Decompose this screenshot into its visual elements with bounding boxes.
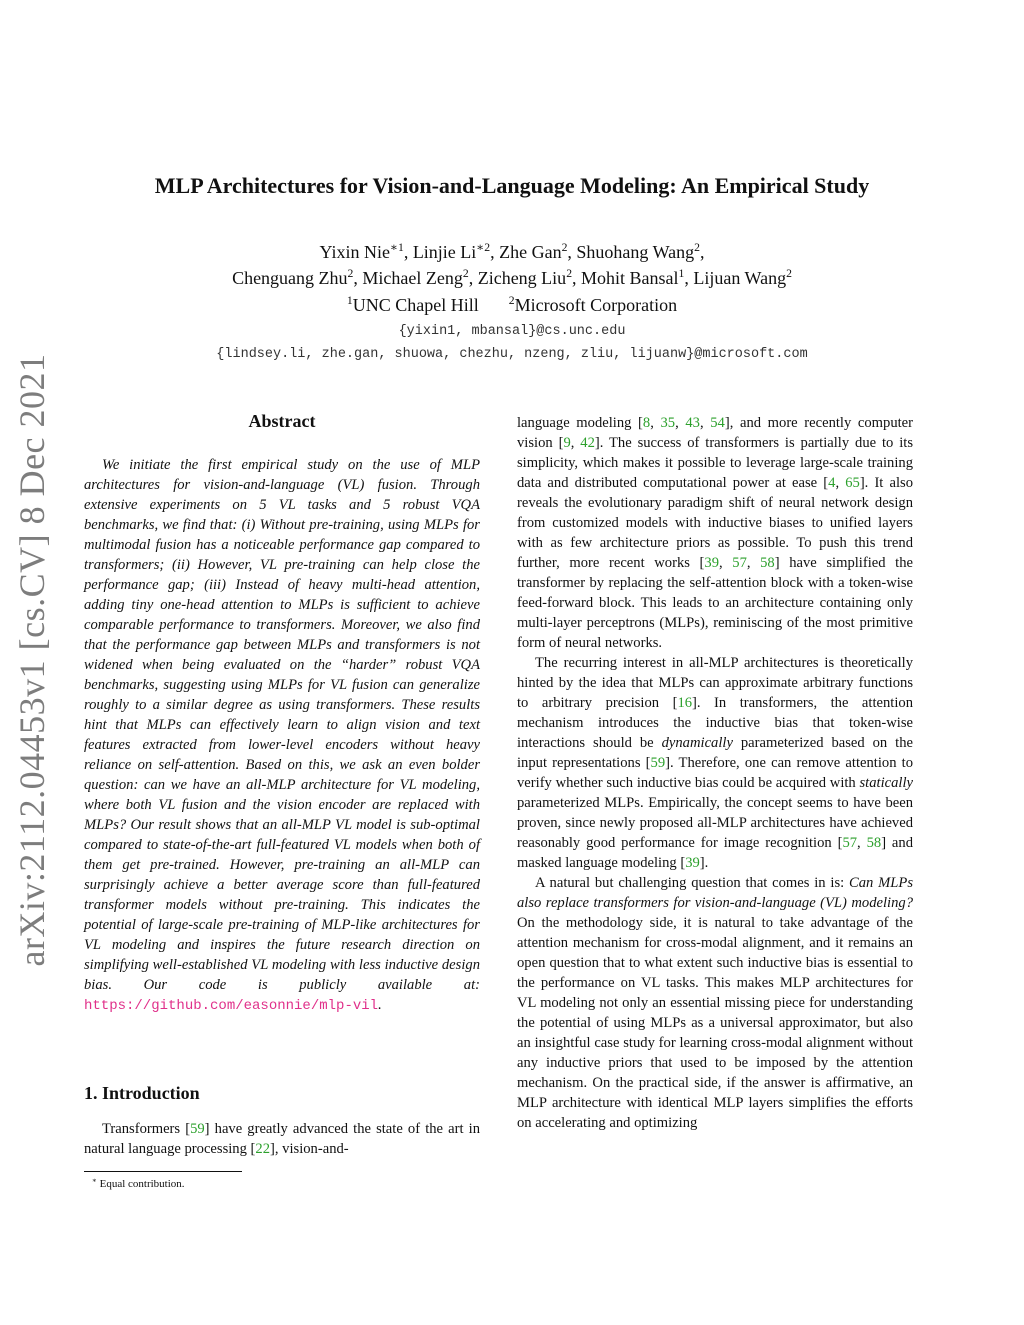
footnote-rule [84, 1171, 242, 1172]
section-heading-introduction: 1. Introduction [84, 1083, 200, 1103]
footnote-text: Equal contribution. [99, 1178, 185, 1190]
intro-paragraph-1-start: Transformers [59] have greatly advanced the state of the art in natural language processing [22], vision-and- [84, 1121, 480, 1157]
affiliations: $^1$UNC Chapel Hill $^2$Microsoft Corporation [346, 294, 678, 315]
arxiv-sidebar-stamp [10, 353, 54, 967]
abstract-body: We initiate the first empirical study on the use of MLP architectures for vision-and-language (VL) fusion. Through extensive experiments on 5 VL tasks and 5 robust VQA benchmarks, we find that: (i) Without pre-training, using MLPs for multimodal fusion has a noticeable performance gap compared to transformers; (ii) However, VL pre-training can help close the performance gap; (iii) Instead of heavy multi-head attention, adding tiny one-head attention to MLPs is sufficient to achieve comparable performance to transformers. Moreover, we also find that the performance gap between MLPs and transformers is not widened when being evaluated on the “harder” robust VQA benchmarks, suggesting using MLPs for VL fusion can generalize roughly to a similar degree as using transformers. These results hint that MLPs can effectively learn to align vision and text features extracted from lower-level encoders without heavy reliance on self-attention. Based on this, we ask an even bolder question: can we have an all-MLP architecture for VL modeling, where both VL fusion and the vision encoder are replaced with MLPs? Our result shows that an all-MLP VL model is sub-optimal compared to state-of-the-art full-featured VL models when both of them get pre-trained. However, pre-training an all-MLP can surprisingly achieve a better average score than full-featured transformer models without pre-training. This indicates the potential of large-scale pre-training of MLP-like architectures for VL modeling and inspires the future research direction on simplifying well-established VL modeling with less inductive design bias. Our code is publicly available at: https://github.com/easonnie/mlp-vil. [84, 457, 480, 1014]
arxiv-id: arXiv:2112.04453v1 [cs.CV] 8 Dec 2021 [12, 353, 52, 967]
footnote-marker: ∗ [92, 1176, 97, 1185]
intro-paragraph-2: The recurring interest in all-MLP architectures is theoretically hinted by the idea that MLPs can approximate arbitrary functions to arbitrary precision [16]. In transformers, the attention mechanism introduces the inductive bias that token-wise interactions should be dynamically parameterized based on the input representations [59]. Therefore, one can remove attention to verify whether such inductive bias could be acquired with statically parameterized MLPs. Empirically, the concept seems to have been proven, since newly proposed all-MLP architectures have achieved reasonably good performance for image recognition [57, 58] and masked language modeling [39]. [517, 655, 914, 871]
email-unc: {yixin1, mbansal}@cs.unc.edu [398, 324, 626, 339]
intro-paragraph-1-cont: language modeling [8, 35, 43, 54], and more recently computer vision [9, 42]. The success of transformers is partially due to its simplicity, which makes it possible to leverage large-scale training data and distributed computational power at ease [4, 65]. It also reveals the evolutionary paradigm shift of neural network design from customized models with inductive biases to unified layers with as few architecture priors as possible. To push this trend further, more recent works [39, 57, 58] have simplified the transformer by replacing the self-attention block with a token-wise feed-forward block. This leads to an architecture containing only multi-layer perceptrons (MLPs), reminiscing of the most primitive form of neural networks. [517, 415, 914, 651]
intro-paragraph-3: A natural but challenging question that comes in is: Can MLPs also replace transformers for vision-and-language (VL) modeling? On the methodology side, it is natural to take advantage of the attention mechanism for cross-modal alignment, and it remains an open question that to what extent such inductive bias is essential to the performance on VL tasks. This makes MLP architectures for VL modeling not only an essential missing piece for understanding the potential of using MLPs as a universal approximator, but also an insightful case study for learning cross-modal alignment without any inductive priors that used to be imposed by the attention mechanism. On the practical side, if the answer is affirmative, an MLP architecture with identical MLP layers simplifies the efforts on accelerating and optimizing [517, 875, 914, 1131]
abstract-text: We initiate the first empirical study on the use of MLP architectures for vision-and-language (VL) fusion. Through extensive experiments on 5 VL tasks and 5 robust VQA benchmarks, we find that: (i) Without pre-training, using MLPs for multimodal fusion has a noticeable performance gap compared to transformers; (ii) However, VL pre-training can help close the performance gap; (iii) Instead of heavy multi-head attention, adding tiny one-head attention to MLPs is sufficient to achieve comparable performance to transformers. Moreover, we also find that the performance gap between MLPs and transformers is not widened when being evaluated on the “harder” robust VQA benchmarks, suggesting using MLPs for VL fusion can generalize roughly to a similar degree as using transformers. These results hint that MLPs can effectively learn to align vision and text features extracted from lower-level encoders without heavy reliance on self-attention. Based on this, we ask an even bolder question: can we have an all-MLP architecture for VL modeling, where both VL fusion and the vision encoder are replaced with MLPs? Our result shows that an all-MLP VL model is sub-optimal compared to state-of-the-art full-featured VL models when both of them get pre-trained. However, pre-training an all-MLP can surprisingly achieve a better average score than full-featured transformer models without pre-training. This indicates the potential of large-scale pre-training of MLP-like architectures for VL modeling and inspires the future research direction on simplifying well-established VL modeling with less inductive design bias. Our code is publicly available at: [84, 457, 480, 993]
right-column [517, 413, 913, 1133]
email-microsoft: {lindsey.li, zhe.gan, shuowa, chezhu, nzeng, zliu, lijuanw}@microsoft.com [216, 347, 808, 362]
paper-title: MLP Architectures for Vision-and-Language Modeling: An Empirical Study [154, 173, 870, 198]
abstract-heading: Abstract [248, 411, 316, 431]
affiliation-unc: UNC Chapel Hill [352, 295, 479, 315]
author-list [80, 239, 944, 291]
authors-line-1: Yixin Nie$^{∗1}$, Linjie $Li^{∗2}$, Zhe Gan$^2$, Shuohang Wang$^2$, [319, 241, 705, 262]
authors-line-2: Chenguang Zhu$^2$, Michael Zeng$^2$, Zicheng Liu$^2$, Mohit Bansal$^1$, Lijuan Wang$^2$ [232, 267, 792, 288]
code-link[interactable]: https://github.com/easonnie/mlp-vil [84, 998, 379, 1014]
footnote [92, 1178, 185, 1190]
affiliation-microsoft: Microsoft Corporation [514, 295, 678, 315]
